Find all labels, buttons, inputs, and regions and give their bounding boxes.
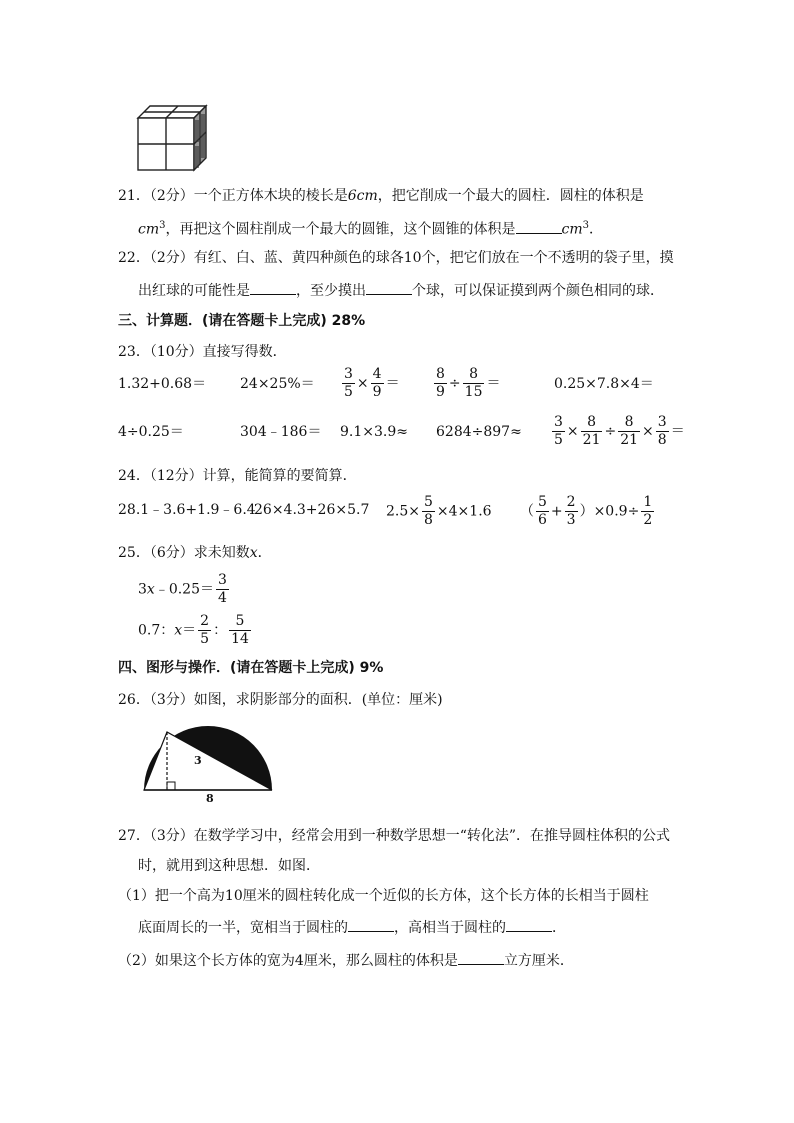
question-text: ，至少摸出 [296, 283, 366, 299]
expr-6: 4÷0.25＝ [118, 424, 184, 440]
question-27-line5: （2）如果这个长方体的宽为4厘米，那么圆柱的体积是 立方厘米． [118, 950, 574, 971]
question-22-line2 [138, 280, 664, 301]
question-score: （2分） [149, 188, 194, 204]
expr-8: 9.1×3.9≈ [340, 424, 408, 440]
edge-length: 6 [347, 188, 357, 204]
question-24-title: 24．（12分）计算，能简算的要简算． [118, 468, 357, 484]
expr-9: 6284÷897≈ [436, 424, 522, 440]
expr-4: $\frac{8}{9}$ ÷ $\frac{8}{15}$ ＝ [436, 366, 501, 400]
question-23-title: 23．（10分）直接写得数． [118, 344, 287, 360]
expr-1: 1.32+0.68＝ [118, 376, 207, 392]
height-label: 3 [194, 754, 202, 767]
fraction: $\frac{3}{8}$ [657, 414, 667, 448]
question-27-line4: 底面周长的一半，宽相当于圆柱的 ，高相当于圆柱的 ． [138, 917, 566, 938]
expr-24-3: 2.5× $\frac{5}{8}$ ×4×1.6 [386, 494, 492, 528]
fraction: $\frac{8}{15}$ [464, 366, 483, 400]
expr-24-4: （ $\frac{5}{6}$ + $\frac{2}{3}$ ）×0.9÷ $\frac{1}{2}$ [520, 494, 653, 528]
expr-7: 304﹣186＝ [240, 424, 322, 440]
question-27-line2: 时，就用到这种思想．如图． [138, 858, 320, 874]
superscript: 3 [159, 220, 166, 231]
unit: cm [138, 221, 160, 238]
equation-1: 3x﹣0.25＝ $\frac{3}{4}$ [138, 572, 227, 606]
question-25-title: 25．（6分）求未知数x． [118, 545, 272, 561]
question-27-line1: 27．（3分）在数学学习中，经常会用到一种数学思想一“转化法”．在推导圆柱体积的公式 [118, 828, 671, 844]
expr-5: 0.25×7.8×4＝ [554, 376, 654, 392]
section-heading-calculation: 三、计算题．(请在答题卡上完成) 28% [118, 313, 366, 329]
question-text: 有红、白、蓝、黄四种颜色的球各10个，把它们放在一个不透明的袋子里，摸 [193, 250, 674, 266]
fraction: $\frac{2}{3}$ [566, 494, 576, 528]
unit: cm [561, 221, 583, 238]
question-text: ，把它削成一个最大的圆柱．圆柱的体积是 [377, 188, 644, 204]
answer-blank[interactable] [506, 917, 552, 932]
unit: cm [356, 188, 378, 204]
fraction: $\frac{3}{5}$ [554, 414, 563, 448]
question-number: 21． [118, 188, 150, 204]
question-27-line3: （1）把一个高为10厘米的圆柱转化成一个近似的长方体，这个长方体的长相当于圆柱 [118, 888, 649, 904]
question-text: 出红球的可能性是 [138, 283, 250, 299]
fraction: $\frac{8}{9}$ [436, 366, 445, 400]
fraction: $\frac{8}{21}$ [620, 414, 639, 448]
semicircle-figure [138, 716, 278, 808]
question-26-title: 26．（3分）如图，求阴影部分的面积．(单位：厘米) [118, 692, 443, 708]
answer-blank[interactable] [250, 280, 296, 295]
question-text: 个球，可以保证摸到两个颜色相同的球． [412, 283, 664, 299]
fraction: $\frac{8}{21}$ [582, 414, 601, 448]
question-text: 一个正方体木块的棱长是 [193, 188, 348, 204]
question-number: 22． [118, 250, 150, 266]
answer-blank[interactable] [348, 917, 394, 932]
question-score: （2分） [149, 250, 194, 266]
punctuation: ． [589, 221, 603, 238]
section-heading-geometry: 四、图形与操作．(请在答题卡上完成) 9% [118, 660, 384, 676]
fraction: $\frac{2}{5}$ [200, 613, 210, 647]
fraction: $\frac{5}{8}$ [424, 494, 433, 528]
fraction: $\frac{5}{14}$ [231, 613, 249, 647]
base-label: 8 [206, 792, 214, 805]
question-22-line1 [118, 248, 674, 268]
answer-blank[interactable] [458, 950, 504, 965]
question-21-line1 [118, 186, 644, 206]
expr-24-1: 28.1﹣3.6+1.9﹣6.4 [118, 502, 256, 518]
fraction: $\frac{5}{6}$ [538, 494, 547, 528]
expr-24-2: 26×4.3+26×5.7 [254, 502, 370, 518]
superscript: 3 [582, 220, 589, 231]
expr-2: 24×25%＝ [240, 376, 315, 392]
answer-blank[interactable] [366, 280, 412, 295]
answer-blank[interactable] [516, 219, 562, 234]
fraction: $\frac{1}{2}$ [643, 494, 653, 528]
expr-3: $\frac{3}{5}$ × $\frac{4}{9}$ ＝ [344, 366, 400, 400]
equation-2: 0.7：x＝ $\frac{2}{5}$ ： $\frac{5}{14}$ [138, 613, 249, 647]
fraction: $\frac{4}{9}$ [372, 366, 382, 400]
question-text: ，再把这个圆柱削成一个最大的圆锥，这个圆锥的体积是 [165, 221, 516, 238]
fraction: $\frac{3}{4}$ [218, 572, 227, 606]
question-21-line2 [138, 216, 603, 240]
expr-10: $\frac{3}{5}$ × $\frac{8}{21}$ ÷ $\frac{8}{21}$ × $\frac{3}{8}$ ＝ [554, 414, 685, 448]
fraction: $\frac{3}{5}$ [344, 366, 353, 400]
cube-figure [134, 100, 210, 174]
